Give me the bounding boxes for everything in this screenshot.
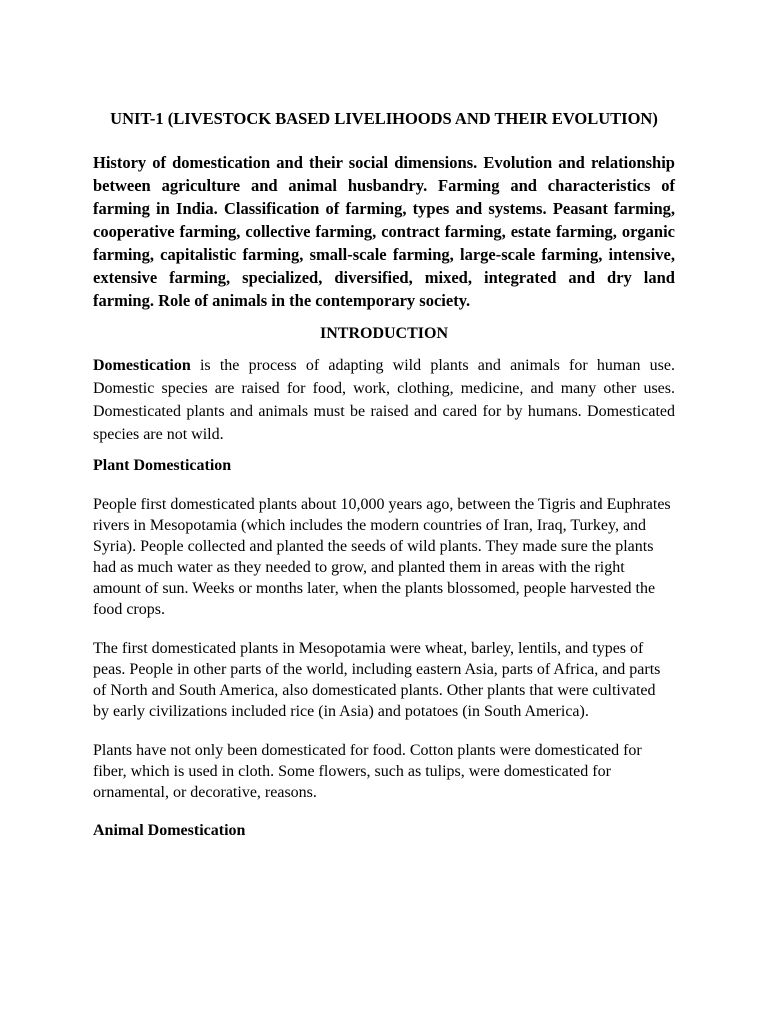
plant-domestication-heading: Plant Domestication: [93, 457, 232, 474]
unit-summary: History of domestication and their social dimensions. Evolution and relationship between agriculture and animal husbandry. Farming and characteristics of farming in India. Classification of farming, types and systems. Peasant farming, cooperative farming, collective farming, contract farming, estate farming, organic farming, capitalistic farming, small-scale farming, large-scale farming, intensive, extensive farming, specialized, diversified, mixed, integrated and dry land farming. Role of animals in the contemporary society.: [93, 153, 675, 310]
plant-paragraph-3: Plants have not only been domesticated for food. Cotton plants were domesticated for fiber, which is used in cloth. Some flowers, such as tulips, were domesticated for ornamental, or decorative, reasons.: [93, 742, 642, 801]
unit-title: UNIT-1 (LIVESTOCK BASED LIVELIHOODS AND THEIR EVOLUTION): [110, 109, 658, 128]
animal-domestication-heading: Animal Domestication: [93, 822, 246, 839]
plant-paragraph-1: People first domesticated plants about 10,000 years ago, between the Tigris and Euphrates rivers in Mesopotamia (which includes the modern countries of Iran, Iraq, Turkey, and Syria). People collected and planted the seeds of wild plants. They made sure the plants had as much water as they needed to grow, and planted them in areas with the right amount of sun. Weeks or months later, when the plants blossomed, people harvested the food crops.: [93, 496, 671, 618]
introduction-heading: INTRODUCTION: [319, 325, 448, 342]
domestication-definition: is the process of adapting wild plants and animals for human use. Domestic species are raised for food, work, clothing, medicine, and many other uses. Domesticated plants and animals must be raised and cared for by humans. Domesticated species are not wild.: [93, 357, 675, 443]
domestication-paragraph: [93, 354, 675, 446]
domestication-term: Domestication: [93, 357, 191, 374]
document-content: [93, 108, 675, 859]
plant-paragraph-2: The first domesticated plants in Mesopotamia were wheat, barley, lentils, and types of peas. People in other parts of the world, including eastern Asia, parts of Africa, and parts of North and South America, also domesticated plants. Other plants that were cultivated by early civilizations included rice (in Asia) and potatoes (in South America).: [93, 640, 661, 720]
